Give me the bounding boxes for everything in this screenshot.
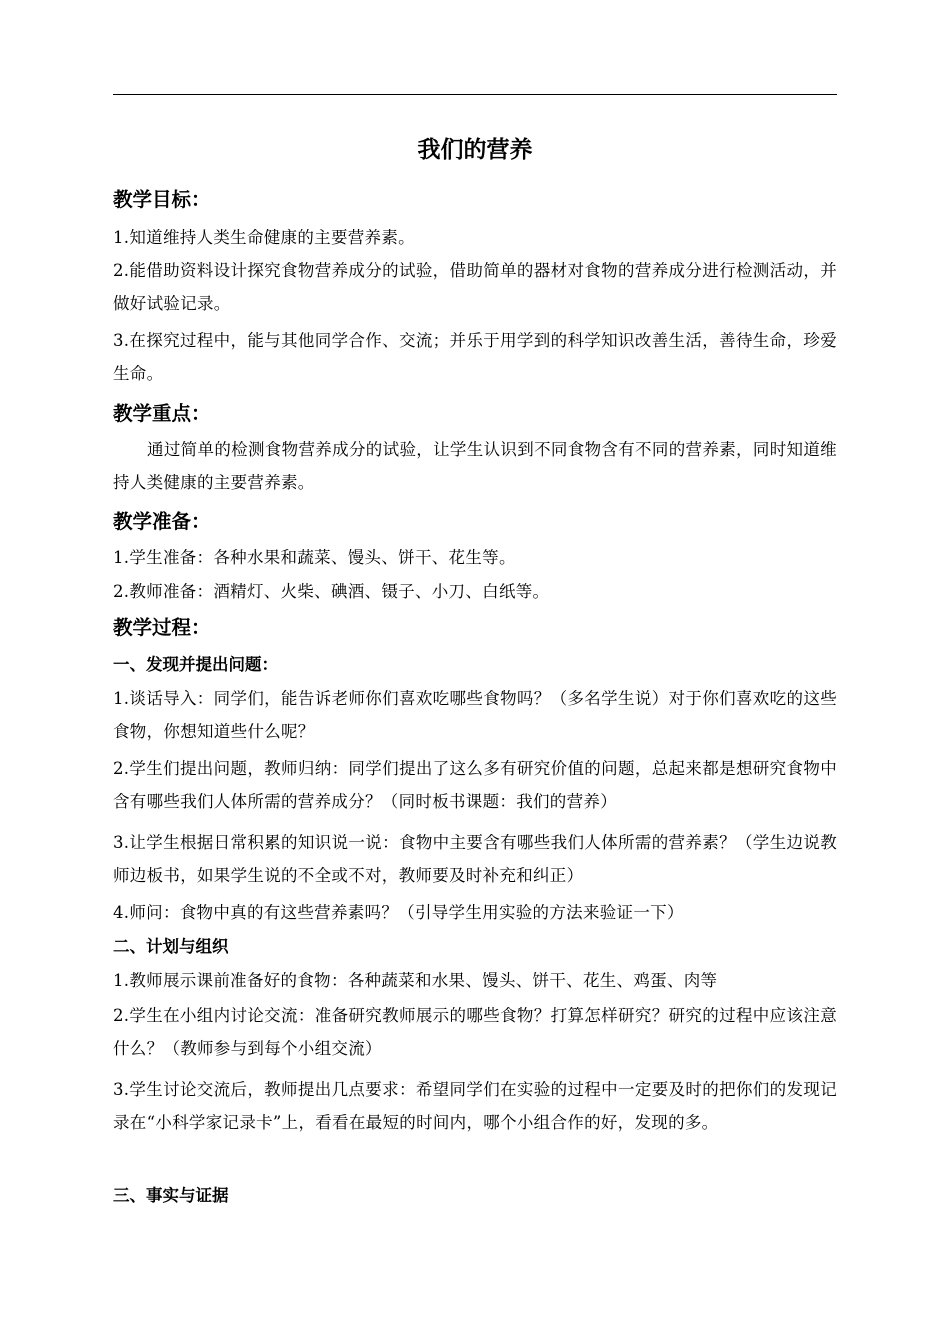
goal-3: 3.在探究过程中，能与其他同学合作、交流；并乐于用学到的科学知识改善生活，善待生命，珍爱生命。 <box>113 331 837 383</box>
part-2-heading: 二、计划与组织 <box>113 937 229 956</box>
goal-2: 2.能借助资料设计探究食物营养成分的试验，借助简单的器材对食物的营养成分进行检测活动，并做好试验记录。 <box>113 261 837 313</box>
part-1-item-3: 3.让学生根据日常积累的知识说一说：食物中主要含有哪些我们人体所需的营养素？（学生边说教师边板书，如果学生说的不全或不对，教师要及时补充和纠正） <box>113 833 837 885</box>
heading-preparation: 教学准备： <box>113 510 211 533</box>
part-2-item-1: 1.教师展示课前准备好的食物：各种蔬菜和水果、馒头、饼干、花生、鸡蛋、肉等 <box>113 971 718 990</box>
part-1-item-2: 2.学生们提出问题，教师归纳：同学们提出了这么多有研究价值的问题，总起来都是想研究食物中含有哪些我们人体所需的营养成分？（同时板书课题：我们的营养） <box>113 759 837 811</box>
key-point-text: 通过简单的检测食物营养成分的试验，让学生认识到不同食物含有不同的营养素，同时知道维持人类健康的主要营养素。 <box>113 440 837 492</box>
header-rule <box>113 94 837 95</box>
part-2-item-3: 3.学生讨论交流后，教师提出几点要求：希望同学们在实验的过程中一定要及时的把你们的发现记录在“小科学家记录卡”上，看看在最短的时间内，哪个小组合作的好，发现的多。 <box>113 1080 837 1132</box>
part-3-heading: 三、事实与证据 <box>113 1186 229 1205</box>
heading-teaching-goals: 教学目标： <box>113 188 211 211</box>
part-1-item-4: 4.师问：食物中真的有这些营养素吗？（引导学生用实验的方法来验证一下） <box>113 903 684 922</box>
part-2-item-2: 2.学生在小组内讨论交流：准备研究教师展示的哪些食物？打算怎样研究？研究的过程中应该注意什么？（教师参与到每个小组交流） <box>113 1006 837 1058</box>
prep-2: 2.教师准备：酒精灯、火柴、碘酒、镊子、小刀、白纸等。 <box>113 582 550 601</box>
goal-1: 1.知道维持人类生命健康的主要营养素。 <box>113 228 415 247</box>
prep-1: 1.学生准备：各种水果和蔬菜、馒头、饼干、花生等。 <box>113 548 516 567</box>
heading-key-points: 教学重点： <box>113 402 211 425</box>
document-title: 我们的营养 <box>417 137 533 163</box>
heading-teaching-process: 教学过程： <box>113 616 211 639</box>
part-1-item-1: 1.谈话导入：同学们，能告诉老师你们喜欢吃哪些食物吗？（多名学生说）对于你们喜欢吃的这些食物，你想知道些什么呢？ <box>113 689 837 741</box>
part-1-heading: 一、发现并提出问题： <box>113 655 278 674</box>
